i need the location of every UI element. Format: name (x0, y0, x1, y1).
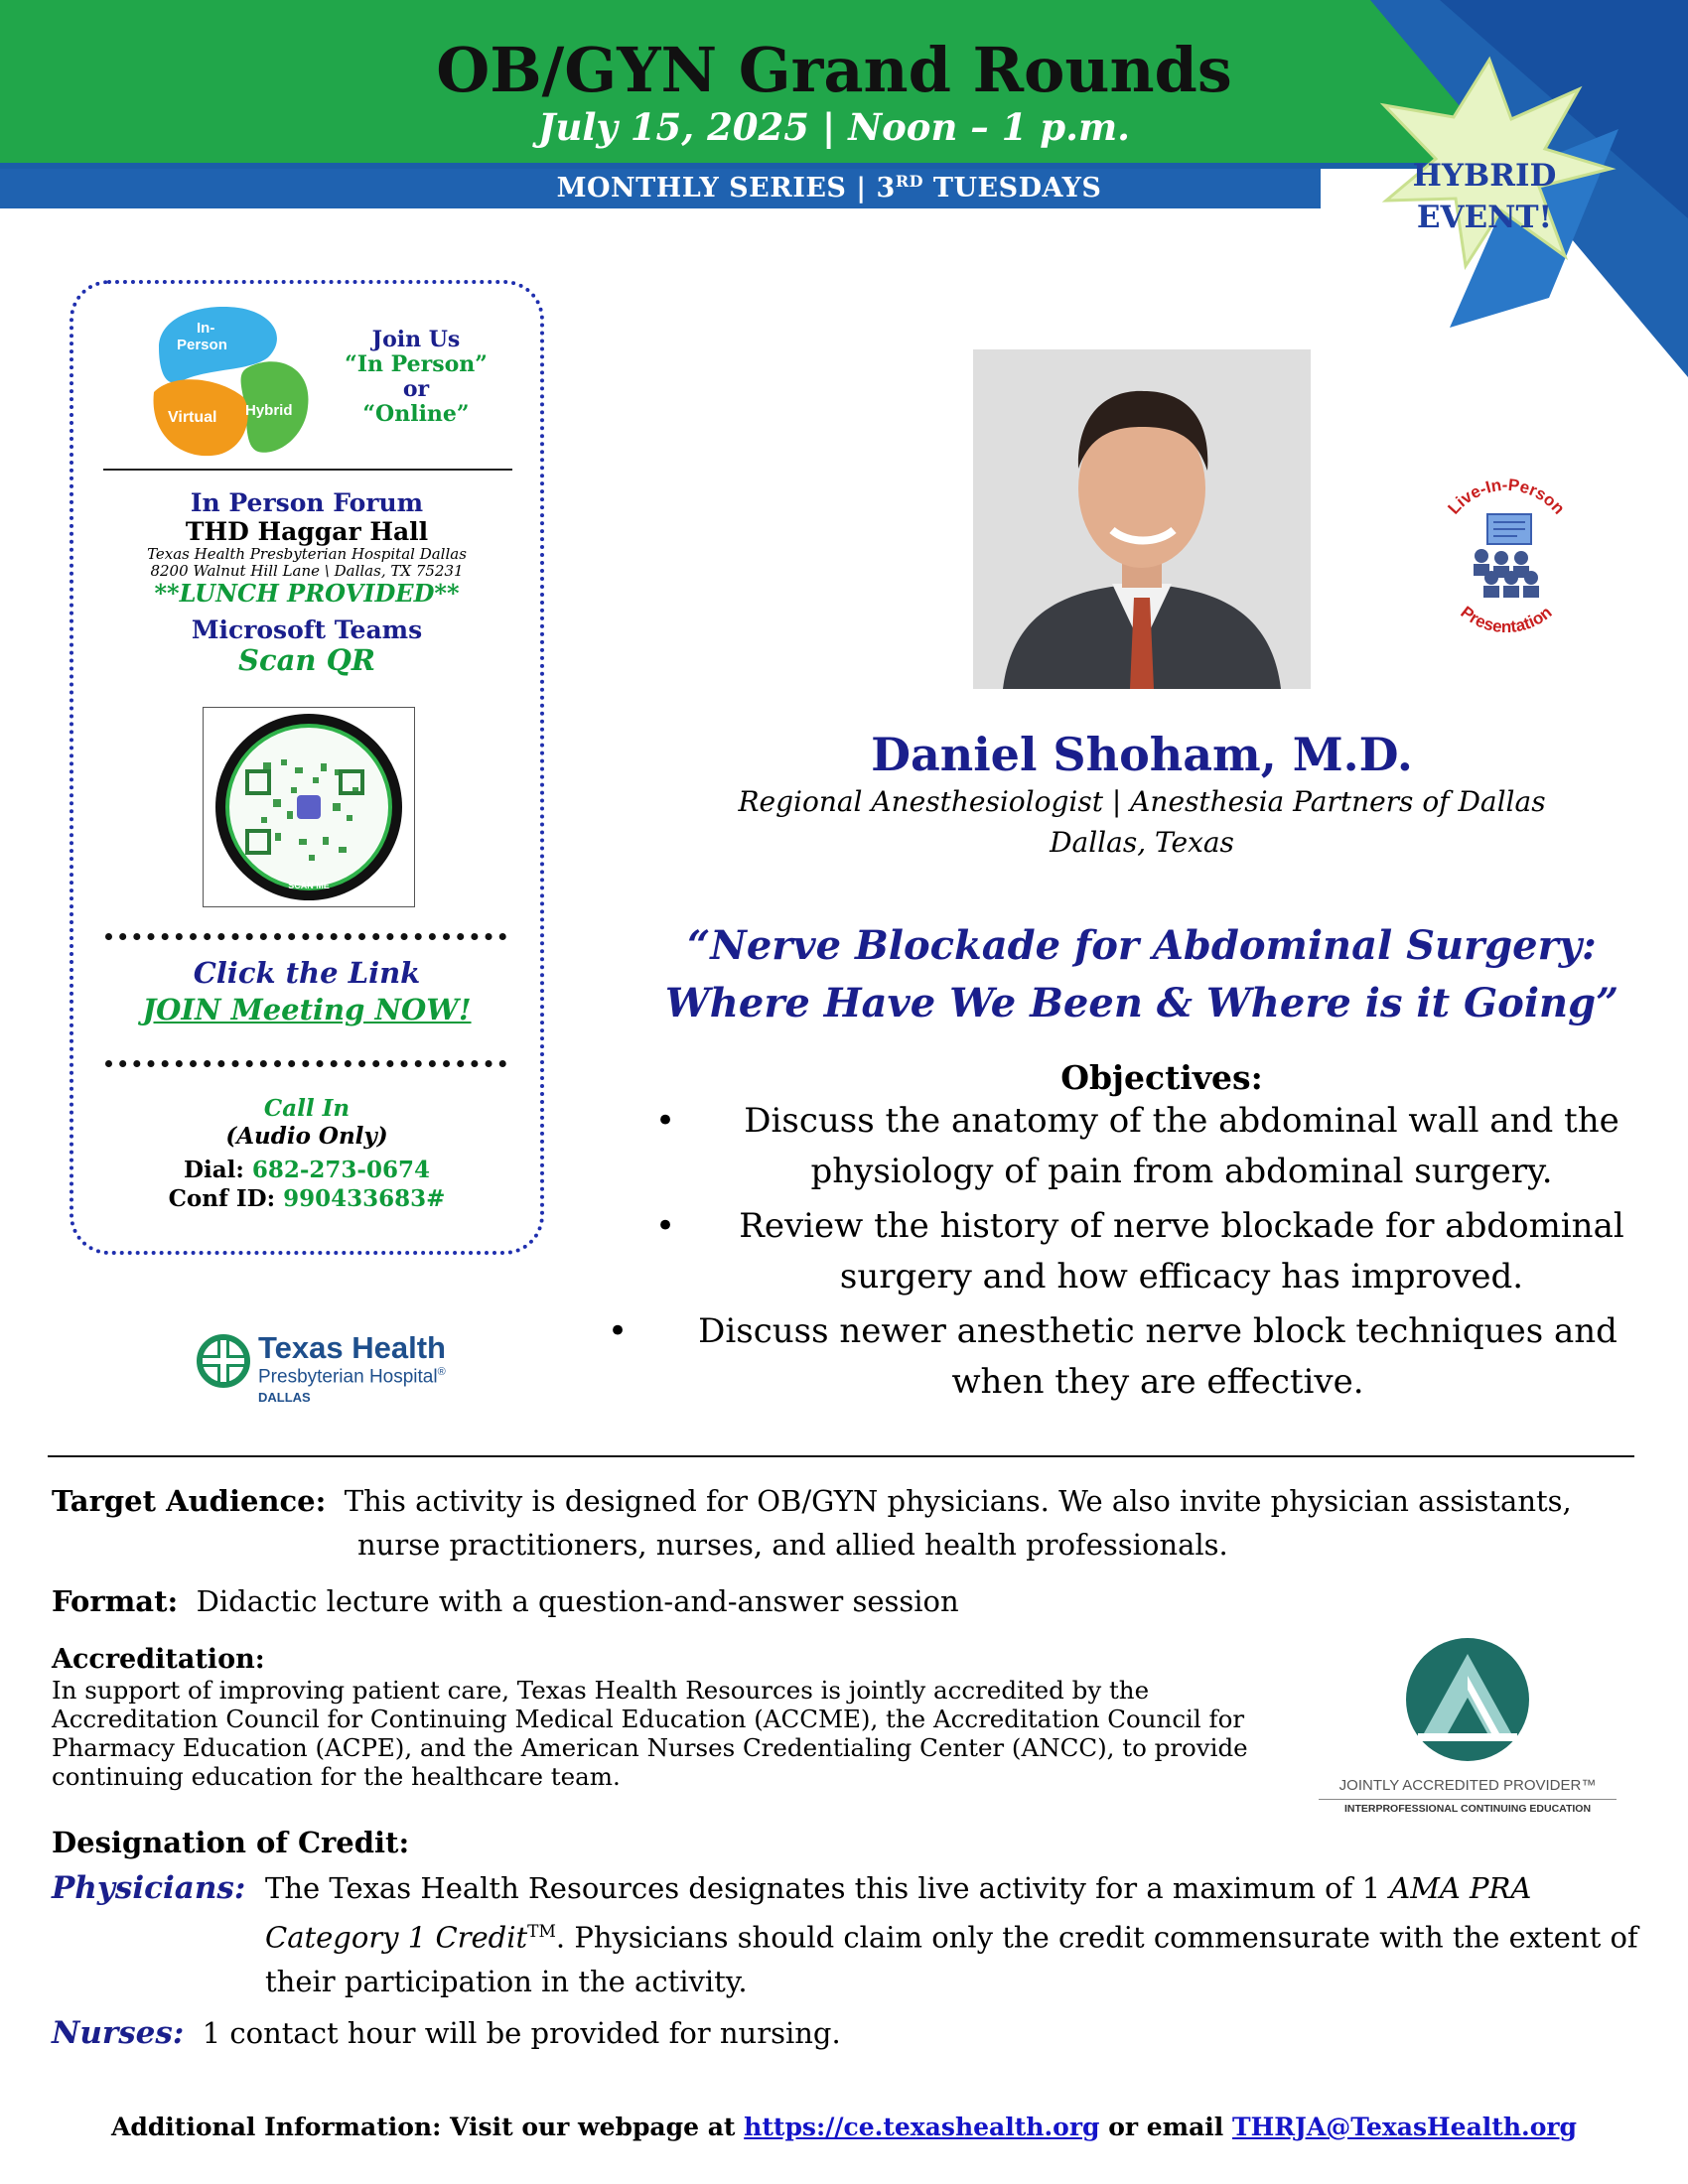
physicians-text-cont: . Physicians should claim only the credit commensurate with the extent of their participation in the activity. (265, 1920, 1638, 1998)
click-link-block (79, 955, 534, 1028)
accreditation-text: In support of improving patient care, Texas Health Resources is jointly accredited by the Accreditation Council for Continuing Medical Education (ACCME), the Accreditation Council for Pharmacy Education (ACPE), and the American Nurses Credentialing Center (ANCC), to provide continuing education for the healthcare team. (52, 1676, 1248, 1791)
thp-logo-subname: Presbyterian Hospital (258, 1366, 438, 1388)
speaker-role: Regional Anesthesiologist | Anesthesia Partners of Dallas (738, 785, 1546, 818)
scan-qr-label: Scan QR (238, 643, 375, 677)
venue-address: 8200 Walnut Hill Lane \ Dallas, TX 75231 (150, 562, 464, 580)
objective-text: Discuss the anatomy of the abdominal wall and the physiology of pain from abdominal surgery. (744, 1101, 1619, 1191)
target-audience-label: Target Audience: (52, 1484, 327, 1518)
join-online: “Online” (362, 401, 470, 427)
teams-logo-icon (297, 795, 321, 819)
logo-label-person: Person (177, 337, 227, 353)
logo-label-virtual: Virtual (168, 409, 217, 426)
forum-heading: In Person Forum (190, 488, 424, 517)
in-person-forum-block (79, 488, 534, 676)
thp-logo-name: Texas Health (258, 1330, 446, 1365)
speaker-location: Dallas, Texas (1050, 826, 1234, 859)
talk-title-line2: Where Have We Been & Where is it Going” (664, 980, 1619, 1026)
objective-item: • Discuss newer anesthetic nerve block techniques and when they are effective. (608, 1306, 1658, 1408)
series-text: MONTHLY SERIES | 3 (556, 173, 896, 204)
join-or: or (402, 376, 430, 402)
dotted-divider-bottom (105, 1060, 506, 1067)
objective-item: • Discuss the anatomy of the abdominal wall and the physiology of pain from abdominal surgery. (655, 1096, 1658, 1197)
join-meeting-link[interactable]: JOIN Meeting NOW! (142, 993, 472, 1026)
footer-info (0, 2113, 1688, 2141)
hybrid-format-logo (149, 298, 318, 462)
page-title: OB/GYN Grand Rounds (436, 34, 1232, 106)
speaker-block (645, 728, 1638, 863)
call-in-label: Call In (263, 1095, 351, 1122)
series-superscript: RD (895, 172, 923, 191)
target-audience-section (52, 1479, 1620, 1567)
venue-name: THD Haggar Hall (185, 517, 429, 546)
badge-line2: EVENT! (1416, 200, 1553, 235)
qr-caption: SCAN ME (288, 881, 330, 890)
sidebar-divider (103, 469, 512, 471)
talk-title-line1: “Nerve Blockade for Abdominal Surgery: (687, 922, 1597, 969)
physicians-text: The Texas Health Resources designates this live activity for a maximum of 1 (265, 1871, 1390, 1905)
format-section (52, 1581, 1620, 1621)
designation-of-credit-label: Designation of Credit: (52, 1826, 410, 1859)
physicians-credit-text (265, 1866, 1645, 2003)
webpage-link[interactable]: https://ce.texashealth.org (744, 2113, 1100, 2141)
teams-heading: Microsoft Teams (191, 615, 423, 644)
join-in-person: “In Person” (345, 351, 488, 377)
email-link[interactable]: THRJA@TexasHealth.org (1232, 2113, 1578, 2141)
live-badge-top-text: Live-In-Person (1444, 475, 1569, 518)
thp-logo-registered: ® (437, 1366, 446, 1378)
hospital-name: Texas Health Presbyterian Hospital Dallas (147, 545, 467, 563)
event-date-time: July 15, 2025 | Noon – 1 p.m. (537, 105, 1131, 149)
objective-text: Review the history of nerve blockade for abdominal surgery and how efficacy has improved. (739, 1206, 1624, 1297)
dial-number[interactable]: 682-273-0674 (251, 1157, 430, 1183)
talk-title (606, 917, 1678, 1032)
texas-health-cross-icon (195, 1332, 252, 1390)
section-divider (48, 1455, 1634, 1457)
series-schedule (0, 172, 1658, 204)
nurses-text: 1 contact hour will be provided for nursing. (202, 2016, 841, 2050)
joint-accreditation-logo (1319, 1628, 1617, 1827)
conf-id: 990433683# (283, 1185, 446, 1212)
format-label: Format: (52, 1584, 179, 1618)
speaker-photo (973, 349, 1311, 689)
accreditation-label: Accreditation: (52, 1644, 265, 1675)
target-audience-text-cont: nurse practitioners, nurses, and allied health professionals. (357, 1528, 1228, 1562)
objective-item: • Review the history of nerve blockade for abdominal surgery and how efficacy has improved. (655, 1201, 1658, 1302)
lunch-provided: **LUNCH PROVIDED** (154, 579, 460, 608)
series-text-end: TUESDAYS (923, 173, 1102, 204)
trademark-mark: TM (527, 1922, 556, 1942)
speaker-name: Daniel Shoham, M.D. (871, 728, 1413, 781)
teams-qr-code[interactable] (203, 707, 415, 907)
join-us-block (324, 328, 508, 427)
ja-logo-title: JOINTLY ACCREDITED PROVIDER™ (1338, 1777, 1597, 1794)
target-audience-text: This activity is designed for OB/GYN physicians. We also invite physician assistants, (344, 1484, 1572, 1518)
logo-label-in: In- (197, 320, 215, 337)
badge-line1: HYBRID (1412, 158, 1557, 194)
format-text: Didactic lecture with a question-and-answer session (196, 1584, 959, 1618)
dotted-divider-top (105, 933, 506, 940)
ja-triangle-icon (1404, 1636, 1531, 1763)
physicians-label: Physicians: (52, 1870, 246, 1906)
click-link-label: Click the Link (193, 956, 421, 990)
call-in-block (79, 1096, 534, 1213)
speaker-portrait-icon (973, 349, 1311, 689)
objective-text: Discuss newer anesthetic nerve block techniques and when they are effective. (698, 1311, 1618, 1402)
accreditation-section (52, 1644, 1313, 1791)
dial-label: Dial: (184, 1157, 252, 1183)
live-badge-bottom-text: Presentation (1457, 602, 1556, 637)
objectives-list (608, 1096, 1658, 1412)
live-in-person-badge (1418, 467, 1595, 643)
thp-logo-city: DALLAS (258, 1390, 311, 1405)
nurses-label: Nurses: (52, 2015, 185, 2051)
conf-id-label: Conf ID: (168, 1185, 284, 1212)
footer-middle: or email (1099, 2113, 1233, 2141)
footer-prefix: Additional Information: Visit our webpage at (110, 2113, 745, 2141)
logo-label-hybrid: Hybrid (245, 402, 293, 419)
qr-code-icon (204, 708, 414, 906)
ja-logo-rule (1319, 1799, 1617, 1800)
audio-only-label: (Audio Only) (225, 1123, 388, 1150)
ama-credit-text: AMA PRA Category 1 Credit (265, 1871, 1532, 1955)
physicians-credit-section (52, 1866, 1640, 2003)
nurses-credit-section (52, 2011, 1640, 2055)
join-us-heading: Join Us (371, 327, 461, 352)
objectives-heading: Objectives: (1060, 1058, 1263, 1097)
ja-logo-subtitle: INTERPROFESSIONAL CONTINUING EDUCATION (1343, 1803, 1592, 1815)
texas-health-logo (195, 1330, 512, 1410)
